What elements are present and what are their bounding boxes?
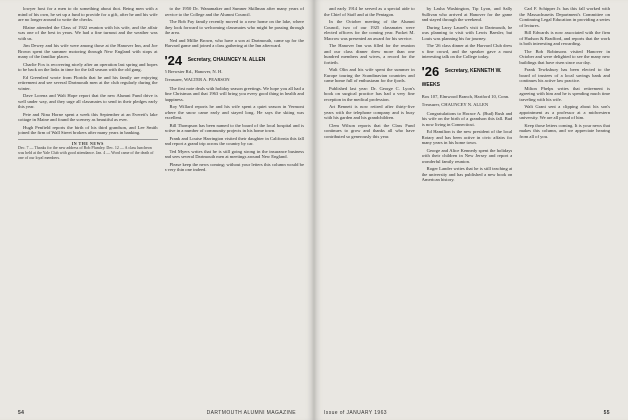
- paragraph: Frank and Louise Harrington visited their daughter in California this fall and report a grand trip across the country by car.: [164, 135, 304, 147]
- paragraph: Published last year: Dr. George C. Lyon's book on surgical practice has had a very fine reception in the medical profession.: [324, 85, 415, 102]
- paragraph: Jim Dewey and his wife were among those at the Hanover Inn, and Joe Brown spent the summer motoring through New England with stops at many of the familiar places.: [18, 43, 158, 59]
- class-secretary-address: 5 Brewster Rd., Hanover, N. H.: [164, 68, 223, 74]
- class-secretary: Secretary, CHAUNCEY N. ALLEN: [187, 56, 266, 63]
- class-year: '26: [421, 63, 440, 79]
- left-column-2: [165, 6, 305, 404]
- right-page: [314, 0, 628, 420]
- page-number: 55: [603, 410, 610, 416]
- paragraph: The Bob Fay family recently moved to a new home on the lake, where they look forward to welcoming classmates who might be passing through the area.: [164, 19, 304, 35]
- magazine-title: DARTMOUTH ALUMNI MAGAZINE: [206, 410, 296, 416]
- paragraph: Please keep the news coming; without your letters this column would be a very thin one indeed.: [164, 161, 304, 173]
- paragraph: lowyer host for a men to do something about thot. Being men with a mind of his own, he set up a fund to provide for a gift, after he and his wife are no longer around to write the checks.: [18, 6, 158, 22]
- paragraph: Congratulations to Horace A. (Bud) Rush and his wife on the birth of a grandson this fall. Bud is now living in Connecticut.: [421, 110, 513, 127]
- paragraph: and early 1914 he served as a special aide to the Chief of Staff and at the Pentagon.: [324, 6, 415, 17]
- paragraph: The Hanover Inn was filled for the reunion and our class dinner drew more than one hundred members and wives, a record for the fortieth.: [324, 43, 415, 65]
- paragraph: Clem Wilson reports that the Class Fund continues to grow and thanks all who have contributed so generously this year.: [324, 122, 415, 139]
- paragraph: Pete and Nina Horne spent a week this September at an Everett's lake cottage in Maine and found the scenery as beautiful as ever.: [18, 111, 158, 122]
- class-secretary-address: Box 107, Elmwood Branch, Hartford 10, Conn.: [421, 93, 510, 99]
- paragraph: by Lasha Washington, Tip Lyon, and Sally Sullivan who arrived at Hanover for the game and stayed through the weekend.: [421, 6, 513, 22]
- paragraph: Carl F. Schipper Jr. has this fall worked with the Massachusetts Department's Committee on Continuing Legal Education in providing a series of lectures.: [519, 6, 611, 28]
- paragraph: During Larry Laurel's visit to Dartmouth, he was planning to visit with Lewis Baesler, but Louis was planning his far journey.: [421, 24, 513, 41]
- class-secretary: Secretary, KENNETH W. WEEKS: [421, 67, 502, 88]
- class-year-heading: [165, 53, 305, 67]
- paragraph: Art Bennett is now retired after thirty-five years with the telephone company and is busy with his garden and his grandchildren.: [324, 104, 415, 120]
- issue-title: Issue of JANUARY 1963: [324, 410, 387, 416]
- paragraph: The '26 class dinner at the Harvard Club drew a fine crowd, and the speaker gave a most interesting talk on the College today.: [421, 43, 513, 59]
- right-column-3: [519, 6, 610, 404]
- paragraph: Walt Olin and his wife spent the summer in Europe touring the Scandinavian countries and came home full of enthusiasm for the fjords.: [324, 67, 415, 83]
- paragraph: Ned and Millie Brown, who have a son at Dartmouth, came up for the Harvard game and joined a class gathering at the Inn afterward.: [164, 37, 304, 48]
- left-page-columns: [18, 6, 304, 404]
- paragraph: The Bob Robinsons visited Hanover in October and were delighted to see the many new buildings that have risen since our day.: [519, 48, 611, 65]
- paragraph: Ed Hamilton is the new president of the local Rotary and has been active in civic affairs for many years in his home town.: [421, 129, 513, 146]
- news-notes: [18, 139, 158, 161]
- right-column-1: [324, 6, 415, 404]
- paragraph: Dave Lorenz and Walt Hope report that the new Alumni Fund drive is well under way, and they urge all classmates to send in their pledges early this year.: [18, 93, 158, 109]
- class-year: '24: [164, 52, 183, 68]
- paragraph: Roy Willard reports he and his wife spent a quiet season in Vermont where the snow came early and stayed long. He says the skiing was excellent.: [164, 104, 304, 121]
- right-page-footer: [314, 410, 628, 416]
- right-column-2: [422, 6, 513, 404]
- paragraph: Bill Edwards is now associated with the firm of Hudson & Bradford, and reports that the work is both interesting and rewarding.: [519, 30, 611, 46]
- class-treasurer: Treasurer, WALTER A. PEARSON: [164, 77, 230, 83]
- news-notes-heading: IN THE NEWS: [71, 140, 104, 146]
- paragraph: Keep those letters coming. It is your news that makes this column, and we appreciate hearing from all of you.: [519, 122, 611, 139]
- paragraph: Bill Thompson has been named to the board of the local hospital and is active in a number of community projects in his home town.: [164, 122, 304, 134]
- class-treasurer: Treasurer, CHAUNCEY N. ALLEN: [421, 102, 489, 108]
- paragraph: Roger Lander writes that he is still teaching at the university and has published a new book on American history.: [421, 166, 513, 183]
- page-number: 54: [18, 410, 25, 416]
- paragraph: Milton Phelps writes that retirement is agreeing with him and he is spending much time traveling with his wife.: [519, 85, 611, 102]
- paragraph: The first note deals with holiday season greetings. We hope you all had a fine Christmas and that 1963 will bring you every good thing in health and happiness.: [164, 85, 304, 102]
- paragraph: Walt Grant sent a clipping about his son's appointment as a professor at a midwestern university. We are all proud of him.: [519, 104, 611, 120]
- paragraph: Ed Greenleaf wrote from Florida that he and his family are enjoying retirement and see several Dartmouth men at the club regularly during the winter.: [18, 74, 158, 91]
- paragraph: Hugh Penfield reports the birth of his third grandson, and Lee Smith joined the firm of Wall Street brokers after many years in banking.: [18, 124, 158, 135]
- paragraph: Ted Myers writes that he is still going strong in the insurance business and sees several Dartmouth men at meetings around New England.: [164, 148, 304, 160]
- paragraph: to the 1950 Dr. Wanamaker and Sumner Skillman after many years of service to the College and the Alumni Council.: [164, 6, 304, 17]
- right-page-columns: [324, 6, 610, 404]
- news-notes-text: Dec. 7 — Thanks for the new address of Bob Plumley. Dec. 12 — A class luncheon was held at the Yale Club with good attendance. Jan. 4 — Word came of the death of one of our loyal members.: [18, 145, 154, 160]
- left-page-footer: [0, 410, 314, 416]
- class-year-heading: [422, 64, 513, 92]
- left-column-1: [18, 6, 158, 404]
- paragraph: Blaine attended the Class of 1922 reunion with his wife, and the affair was one of the best in years. We had a fine turnout and the weather was with us.: [18, 24, 158, 41]
- paragraph: In the October meeting of the Alumni Council, two of our 1925 classmates were elected officers for the coming year. Packet M. Macrow was presented an award for his service.: [324, 19, 415, 41]
- paragraph: Charlie Fox is recovering nicely after an operation last spring and hopes to be back on the links in time for the fall season with the old gang.: [18, 61, 158, 72]
- paragraph: Frank Tewksbury has been elected to the board of trustees of a local savings bank and continues his active law practice.: [519, 67, 611, 83]
- paragraph: George and Alice Kennedy spent the holidays with their children in New Jersey and report a wonderful family reunion.: [421, 147, 513, 164]
